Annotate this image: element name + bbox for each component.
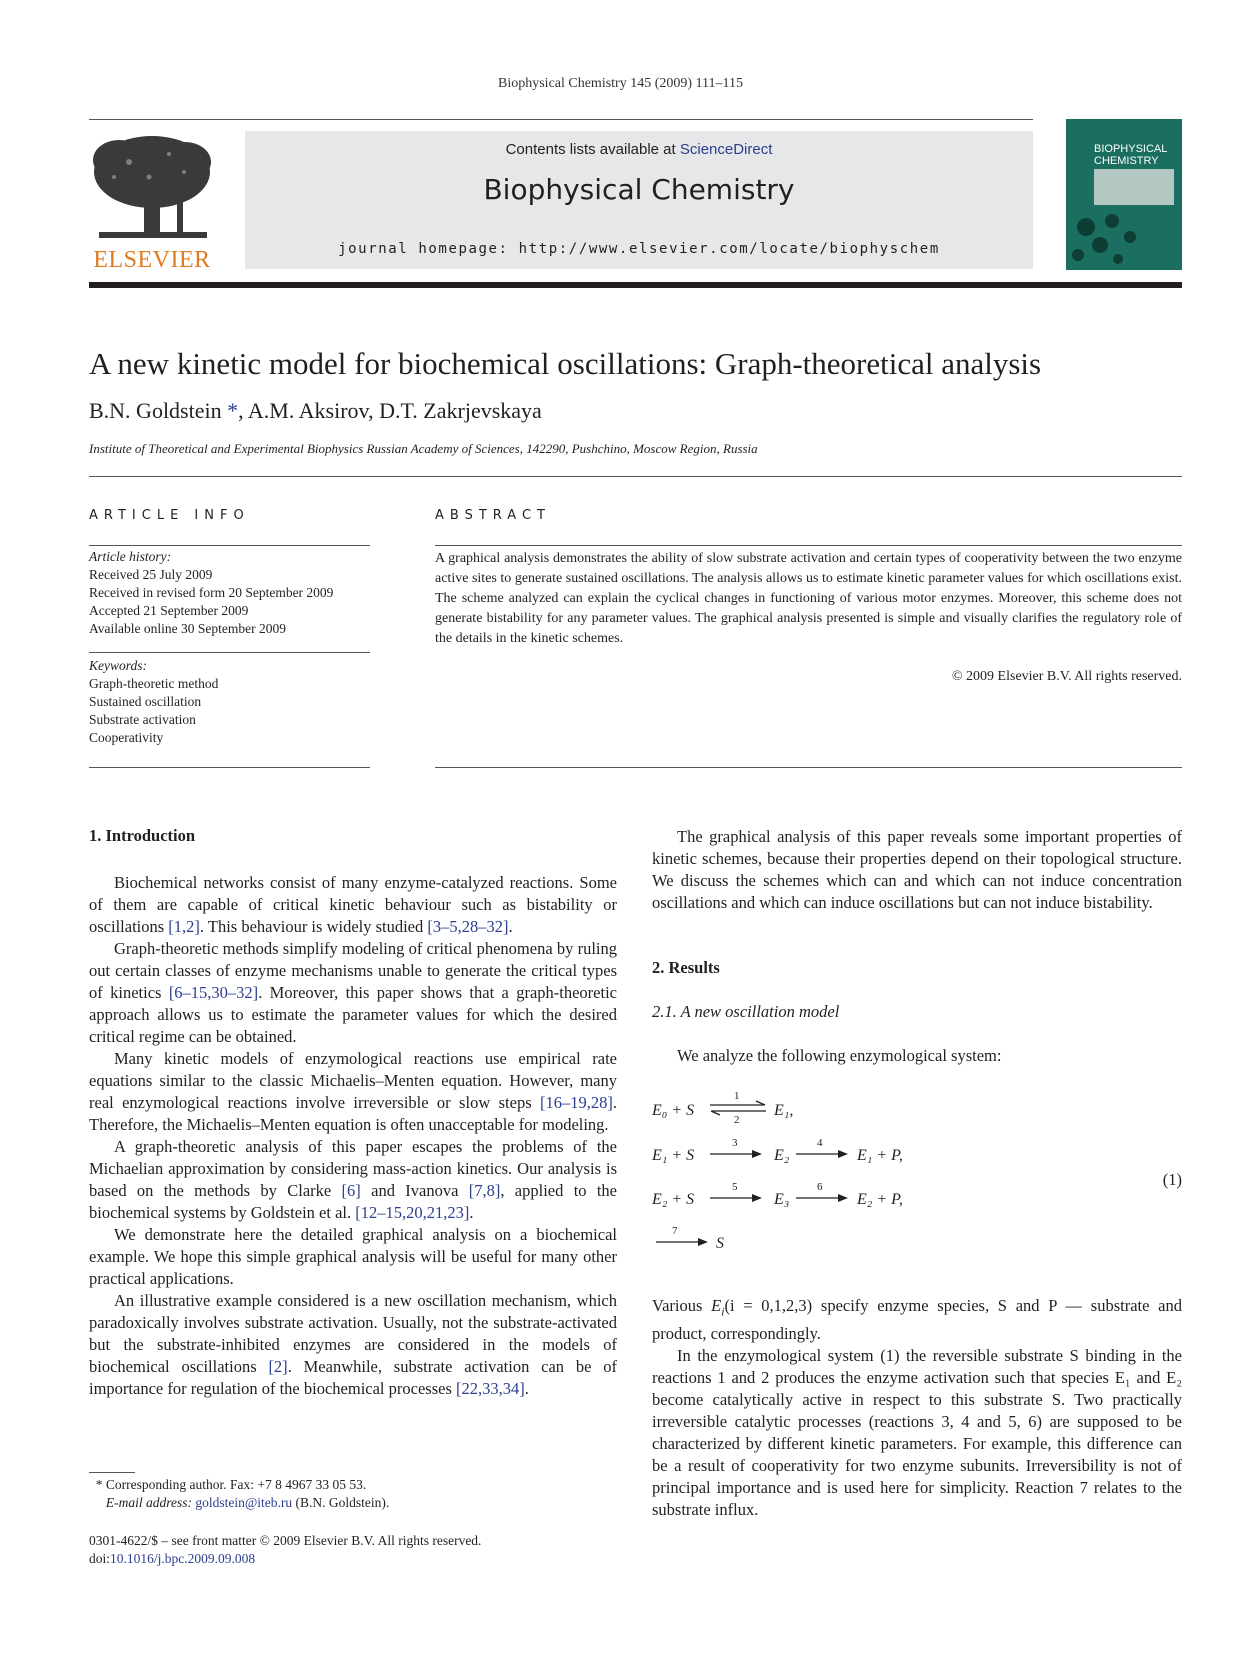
citation-link[interactable]: [7,8] [468,1181,501,1200]
author-goldstein: B.N. Goldstein [89,398,228,423]
arrow-right-icon [708,1148,764,1160]
tree-icon [89,132,215,244]
frontmatter [89,1532,481,1568]
frontmatter-line: 0301-4622/$ – see front matter © 2009 Elsevier B.V. All rights reserved. [89,1533,482,1548]
journal-cover[interactable] [1066,119,1182,270]
history-online: Available online 30 September 2009 [89,621,286,636]
info-rule [89,652,370,653]
text: . Meanwhile, substrate activation can be of importance for regulation of the biochemical processes [89,1357,617,1398]
reaction-4-label: 4 [817,1137,823,1149]
reaction-3-right: E₂ + P, [857,1191,903,1208]
reaction-3-left: E₂ + S [652,1191,695,1208]
section-heading-results: 2. Results [652,958,720,977]
footnote-mark: * [95,1477,103,1492]
reaction-6-label: 6 [817,1181,823,1193]
right-column-results [652,1295,1182,1521]
authors [89,398,542,424]
authors-rest: , A.M. Aksirov, D.T. Zakrjevskaya [238,398,542,423]
arrow-right-icon [794,1192,850,1204]
citation-link[interactable]: [22,33,34] [456,1379,525,1398]
intro-paragraph [89,938,617,1048]
citation-link[interactable]: [3–5,28–32] [427,917,509,936]
intro-paragraph [89,1290,617,1400]
text: (B.N. Goldstein). [292,1495,390,1510]
publisher-name: ELSEVIER [93,247,211,273]
journal-band [245,131,1033,269]
cover-title [1094,143,1167,167]
reaction-3-middle: E₃ [774,1191,790,1208]
results-paragraph: In the enzymological system (1) the reversible substrate S binding in the reactions 1 and 2 produces the enzyme activation such that species E₁ and E₂ become catalytically active in respect to this substrate S. Two practically irreversible catalytic processes (reactions 3, 4 and 5, 6) are supposed to be characterized by different kinetic parameters. For example, this difference can be a result of cooperativity for two enzyme subunits. Irreversibility is not of principal importance and is used here for simplicity. Reaction 7 relates to the substrate influx. [652,1346,1182,1520]
intro-paragraph: The graphical analysis of this paper reveals some important properties of kinetic schemes, because their properties depend on their topological structure. We discuss the schemes which can and which can not induce concentration oscillations and which can induce oscillations but can not induce bistability. [652,827,1182,912]
citation-link[interactable]: [12–15,20,21,23] [355,1203,470,1222]
footnote-rule [89,1472,135,1473]
abstract-rule [435,767,1182,768]
doi-line [89,1550,481,1568]
cover-title-line1: BIOPHYSICAL [1094,143,1168,155]
keyword: Cooperativity [89,730,164,745]
abstract-text: A graphical analysis demonstrates the ability of slow substrate activation and certain types of cooperativity between the two enzyme active sites to generate sustained oscillations. The analysis allows us to estimate kinetic parameter values for which oscillations exist. The scheme analyzed can explain the cyclical changes in functioning of various motor enzymes. Moreover, this scheme does not generate bistability for any parameter values. The graphical analysis presented is simple and visually clarifies the regulatory role of the details in the kinetic schemes. [435,551,1182,646]
doi-label: doi: [89,1551,111,1566]
corresponding-author-note [89,1476,389,1494]
arrow-right-icon [654,1236,710,1248]
contents-line [245,141,1033,158]
abstract-rule [435,545,1182,546]
banner-rule-bottom [89,282,1182,288]
cover-title-line2: CHEMISTRY [1094,155,1159,167]
history-revised: Received in revised form 20 September 2009 [89,585,334,600]
reaction-2-right: E₁ + P, [857,1147,903,1164]
scheme-intro: We analyze the following enzymological system: [677,1046,1002,1065]
journal-title: Biophysical Chemistry [483,173,795,206]
text: Graph-theoretic methods simplify modeling of critical phenomena by ruling out certain classes of enzyme mechanisms unable to generate the critical types of kinetics [89,939,617,1002]
arrow-right-icon [708,1192,764,1204]
intro-paragraph [89,1136,617,1224]
email-note [89,1494,389,1512]
keyword: Graph-theoretic method [89,676,219,691]
sciencedirect-link[interactable]: ScienceDirect [679,141,773,158]
publisher-logo[interactable] [89,132,215,274]
text: Biochemical networks consist of many enzyme-catalyzed reactions. Some of them are capable of critical kinetic behaviour such as bistability or oscillations [89,873,617,936]
subsection-heading: 2.1. A new oscillation model [652,1002,840,1021]
text: . This behaviour is widely studied [199,917,428,936]
citation-link[interactable]: [16–19,28] [540,1093,613,1112]
running-head: Biophysical Chemistry 145 (2009) 111–115 [498,76,743,91]
citation-link[interactable]: [2] [268,1357,288,1376]
section-heading-introduction: 1. Introduction [89,826,196,845]
text: . [469,1203,474,1222]
reaction-5-label: 5 [732,1181,738,1193]
text: , applied to the biochemical systems by Goldstein et al. [89,1181,618,1222]
keywords-label: Keywords: [89,658,147,673]
subscript-i: i [721,1306,725,1319]
text: specify enzyme species, S and P — substrate and product, correspondingly. [652,1296,1182,1344]
text: and Ivanova [360,1181,469,1200]
reaction-1-reverse-label: 2 [734,1114,740,1126]
text: An illustrative example considered is a new oscillation mechanism, which paradoxically involves substrate activation. Usually, not the substrate-activated but the substrate-inhibited enzymes are considered in the models of biochemical oscillations [89,1291,617,1376]
citation-link[interactable]: [1,2] [168,917,200,936]
email-link[interactable]: goldstein@iteb.ru [195,1495,293,1510]
footnote [89,1476,389,1512]
abstract-heading: ABSTRACT [435,508,551,523]
citation-link[interactable]: [6] [341,1181,361,1200]
text: Many kinetic models of enzymological reactions use empirical rate equations similar to the classic Michaelis–Menten equation. However, many real enzymological reactions involve irreversible or slow steps [89,1049,617,1112]
history-label: Article history: [89,549,172,564]
reaction-1-right: E₁, [774,1102,794,1119]
reaction-7-label: 7 [672,1225,678,1237]
info-rule [89,767,370,768]
info-rule [89,545,370,546]
reaction-2-left: E₁ + S [652,1147,695,1164]
reaction-scheme [652,1092,1182,1272]
text: . [524,1379,529,1398]
abstract-copyright: © 2009 Elsevier B.V. All rights reserved. [951,669,1182,684]
index-range: (i = 0,1,2,3) [724,1296,813,1315]
text: . [508,917,513,936]
reaction-7-right: S [716,1235,724,1252]
keyword: Sustained oscillation [89,694,202,709]
article-info-heading: ARTICLE INFO [89,508,250,523]
cover-panel [1094,169,1174,205]
keywords [89,657,218,747]
reaction-1-left: E₀ + S [652,1102,695,1119]
intro-paragraph [89,1048,617,1136]
text: . Therefore, the Michaelis–Menten equation is often unacceptable for modeling. [89,1093,617,1134]
journal-homepage[interactable]: journal homepage: http://www.elsevier.com/locate/biophyschem [338,241,940,257]
text: Various [652,1296,712,1315]
reaction-3-label: 3 [732,1137,738,1149]
history-received: Received 25 July 2009 [89,567,213,582]
right-column-intro [652,826,1182,914]
equation-number: (1) [1162,1170,1182,1189]
email-label: E-mail address: [105,1495,196,1510]
article-title: A new kinetic model for biochemical oscillations: Graph-theoretical analysis [89,346,1042,381]
left-column [89,872,617,1400]
title-rule [89,476,1182,477]
doi-link[interactable]: 10.1016/j.bpc.2009.09.008 [110,1551,256,1566]
text: Corresponding author. Fax: +7 8 4967 33 05 53. [102,1477,367,1492]
banner-rule-top [89,119,1033,120]
reaction-1-forward-label: 1 [734,1090,740,1102]
text: . Moreover, this paper shows that a graph-theoretic approach allows us to estimate the parameter values for which the desired critical regime can be obtained. [89,983,617,1046]
var-e: E [711,1296,722,1315]
results-paragraph [652,1295,1182,1345]
affiliation: Institute of Theoretical and Experimental Biophysics Russian Academy of Sciences, 142290, Pushchino, Moscow Region, Russia [89,441,758,456]
citation-link[interactable]: [6–15,30–32] [168,983,259,1002]
contents-prefix: Contents lists available at [505,141,680,158]
reaction-2-middle: E₂ [774,1147,790,1164]
text: A graph-theoretic analysis of this paper escapes the problems of the Michaelian approximation by considering mass-action kinetics. Our analysis is based on the methods by Clarke [89,1137,617,1200]
cover-dots-icon [1066,207,1182,270]
history-accepted: Accepted 21 September 2009 [89,603,249,618]
intro-paragraph [89,872,617,938]
corresponding-author-mark[interactable]: * [227,398,239,423]
intro-paragraph: We demonstrate here the detailed graphical analysis on a biochemical example. We hope this simple graphical analysis will be useful for many other practical applications. [89,1225,617,1288]
article-history [89,548,333,638]
arrow-right-icon [794,1148,850,1160]
keyword: Substrate activation [89,712,196,727]
